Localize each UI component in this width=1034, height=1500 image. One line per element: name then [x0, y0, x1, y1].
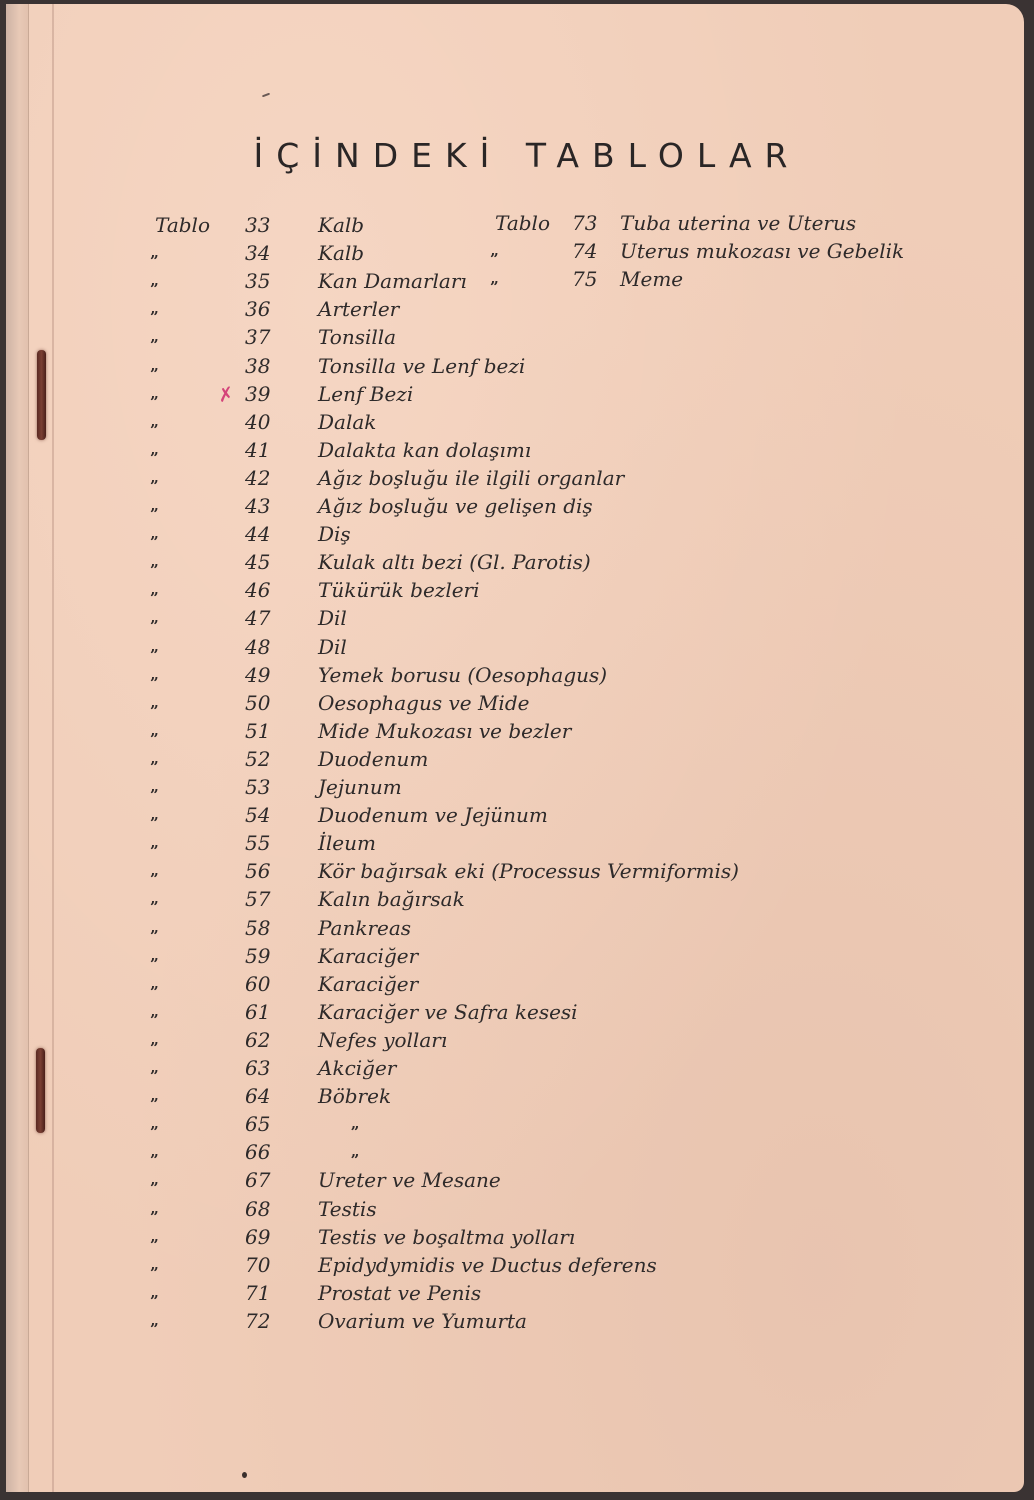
table-number: 49 — [245, 662, 271, 687]
table-row — [150, 972, 790, 1000]
table-number: 64 — [245, 1084, 271, 1109]
ditto-mark: ” — [150, 1179, 159, 1198]
table-title: Arterler — [318, 297, 400, 322]
ink-speck — [262, 93, 270, 98]
table-number: 74 — [572, 239, 598, 263]
ditto-mark: ” — [150, 673, 159, 692]
table-title: Lenf Bezi — [318, 381, 414, 406]
ditto-mark: ” — [150, 448, 159, 467]
table-title: Epidydymidis ve Ductus deferens — [318, 1252, 657, 1277]
table-number: 61 — [245, 999, 271, 1024]
ditto-mark: ” — [150, 926, 159, 945]
table-title: Nefes yolları — [318, 1027, 448, 1052]
table-number: 52 — [245, 746, 271, 771]
ditto-mark: ” — [150, 1095, 159, 1114]
table-row — [150, 831, 790, 859]
ditto-mark: ” — [150, 252, 159, 271]
table-row — [150, 916, 790, 944]
table-title: Dil — [318, 606, 347, 631]
table-number: 53 — [245, 775, 271, 799]
table-row — [150, 1168, 790, 1196]
table-number: 46 — [245, 578, 271, 603]
table-title: Ağız boşluğu ile ilgili organlar — [318, 465, 625, 490]
table-row — [150, 325, 790, 353]
table-title: Jejunum — [318, 775, 402, 799]
table-number: 44 — [245, 522, 271, 547]
table-title: Mide Mukozası ve bezler — [318, 718, 572, 743]
table-row — [150, 663, 790, 691]
table-row — [150, 1253, 790, 1281]
table-row — [150, 550, 790, 578]
table-number: 39 — [245, 381, 271, 406]
page-spine — [6, 4, 29, 1492]
table-row — [490, 267, 930, 295]
ditto-mark: ” — [150, 1263, 159, 1282]
ditto-mark: ” — [150, 645, 159, 664]
table-number: 59 — [245, 943, 271, 968]
table-title: Tonsilla ve Lenf bezi — [318, 353, 526, 378]
ditto-mark: ” — [150, 1291, 159, 1310]
table-number: 66 — [245, 1140, 271, 1165]
ditto-mark: ” — [150, 982, 159, 1001]
table-number: 68 — [245, 1196, 271, 1221]
ditto-mark: ” — [150, 308, 159, 327]
table-title: Böbrek — [318, 1084, 392, 1109]
table-title: Karaciğer ve Safra kesesi — [318, 999, 578, 1024]
ditto-mark: ” — [150, 786, 159, 804]
ditto-mark: ” — [150, 1123, 159, 1142]
table-row — [150, 1197, 790, 1225]
table-number: 67 — [245, 1168, 271, 1193]
ditto-mark: ” — [150, 617, 159, 636]
table-title: İleum — [318, 831, 376, 856]
table-row — [150, 719, 790, 747]
table-title: Ağız boşluğu ve gelişen diş — [318, 494, 593, 518]
table-number: 58 — [245, 915, 271, 940]
table-title: Tonsilla — [318, 325, 397, 350]
ditto-mark: ” — [150, 954, 159, 973]
table-number: 75 — [572, 267, 598, 291]
ditto-mark: ” — [490, 250, 499, 268]
table-list-right — [490, 211, 930, 301]
ditto-mark: ” — [150, 420, 159, 439]
ditto-mark: ” — [150, 533, 159, 552]
table-number: 35 — [245, 269, 271, 294]
ink-speck — [242, 1472, 247, 1478]
table-number: 56 — [245, 859, 271, 884]
table-row — [150, 382, 790, 410]
page-fold-line — [52, 4, 54, 1492]
table-number: 37 — [245, 325, 271, 350]
table-row — [150, 1000, 790, 1028]
table-number: 70 — [245, 1252, 271, 1277]
ditto-mark: ” — [150, 757, 159, 776]
table-number: 50 — [245, 690, 271, 715]
table-title: Uterus mukozası ve Gebelik — [620, 239, 905, 263]
table-title: ” — [350, 1123, 360, 1142]
table-row — [150, 859, 790, 887]
ditto-mark: ” — [150, 589, 159, 608]
table-title: Duodenum ve Jejünum — [318, 803, 548, 828]
staple-top — [37, 350, 46, 440]
ditto-mark: ” — [150, 814, 159, 833]
ditto-mark: ” — [150, 1067, 159, 1085]
table-number: 45 — [245, 550, 271, 575]
table-number: 71 — [245, 1280, 271, 1305]
ditto-mark: ” — [150, 870, 159, 889]
table-number: 60 — [245, 971, 271, 996]
table-title: Karaciğer — [318, 971, 419, 996]
table-title: Ovarium ve Yumurta — [318, 1308, 527, 1333]
table-number: 40 — [245, 409, 271, 434]
table-row — [150, 1309, 790, 1337]
table-number: 57 — [245, 887, 271, 912]
ditto-mark: ” — [150, 1151, 159, 1170]
table-title: Yemek borusu (Oesophagus) — [318, 662, 608, 687]
table-number: 42 — [245, 465, 271, 490]
table-row — [150, 803, 790, 831]
table-row — [150, 1225, 790, 1253]
table-number: 33 — [245, 213, 271, 237]
table-row — [150, 354, 790, 382]
table-number: 55 — [245, 831, 271, 856]
staple-bottom — [36, 1048, 45, 1133]
ditto-mark: ” — [150, 505, 159, 523]
table-title: Prostat ve Penis — [318, 1280, 482, 1305]
table-number: 41 — [245, 437, 271, 462]
table-number: 36 — [245, 297, 271, 322]
ditto-mark: ” — [150, 1038, 159, 1057]
table-number: 72 — [245, 1308, 271, 1333]
table-number: 34 — [245, 241, 271, 266]
table-title: Kan Damarları — [318, 269, 467, 294]
table-title: Diş — [318, 522, 351, 547]
table-title: Duodenum — [318, 746, 429, 771]
table-title: Pankreas — [318, 915, 412, 940]
ditto-mark: ” — [150, 729, 159, 748]
table-row — [150, 578, 790, 606]
ditto-mark: ” — [150, 842, 159, 861]
table-row — [150, 691, 790, 719]
ditto-mark: ” — [150, 1010, 159, 1029]
table-row — [490, 211, 930, 239]
table-title: Ureter ve Mesane — [318, 1168, 501, 1193]
tablo-label: Tablo — [155, 213, 210, 237]
table-title: Kalb — [318, 241, 365, 266]
table-row — [150, 747, 790, 775]
table-number: 54 — [245, 803, 271, 828]
table-title: Akciğer — [318, 1056, 397, 1080]
table-row — [150, 1140, 790, 1168]
table-row — [150, 1281, 790, 1309]
table-number: 47 — [245, 606, 271, 631]
ditto-mark: ” — [150, 1235, 159, 1254]
table-row — [150, 522, 790, 550]
table-row — [150, 1084, 790, 1112]
table-list-left — [150, 213, 790, 1343]
table-title: Dalakta kan dolaşımı — [318, 437, 532, 462]
table-row — [490, 239, 930, 267]
table-title: Kulak altı bezi (Gl. Parotis) — [318, 550, 591, 575]
table-title: Testis — [318, 1196, 377, 1221]
table-row — [150, 410, 790, 438]
table-row — [150, 1112, 790, 1140]
table-row — [150, 775, 790, 803]
table-row — [150, 438, 790, 466]
table-row — [150, 635, 790, 663]
table-number: 69 — [245, 1224, 271, 1249]
ditto-mark: ” — [150, 1319, 159, 1338]
table-number: 38 — [245, 353, 271, 378]
handwritten-x-mark: ✗ — [216, 382, 236, 408]
table-title: Kalın bağırsak — [318, 887, 465, 912]
table-title: Tuba uterina ve Uterus — [620, 211, 857, 235]
table-title: Oesophagus ve Mide — [318, 690, 530, 715]
table-title: Dalak — [318, 409, 377, 434]
ditto-mark: ” — [150, 561, 159, 580]
table-row — [150, 1028, 790, 1056]
ditto-mark: ” — [150, 701, 159, 720]
table-number: 62 — [245, 1027, 271, 1052]
page-title: İÇİNDEKİ TABLOLAR — [253, 136, 801, 175]
ditto-mark: ” — [150, 280, 159, 299]
table-title: ” — [350, 1151, 360, 1170]
table-title: Dil — [318, 634, 347, 659]
table-title: Karaciğer — [318, 943, 419, 968]
table-title: Kör bağırsak eki (Processus Vermiformis) — [318, 859, 739, 884]
table-row — [150, 1056, 790, 1084]
ditto-mark: ” — [150, 336, 159, 355]
table-number: 73 — [572, 211, 598, 235]
ditto-mark: ” — [150, 364, 159, 383]
table-row — [150, 606, 790, 634]
table-row — [150, 494, 790, 522]
table-number: 65 — [245, 1112, 271, 1137]
table-row — [150, 466, 790, 494]
table-number: 51 — [245, 718, 271, 743]
ditto-mark: ” — [150, 476, 159, 495]
table-number: 48 — [245, 634, 271, 659]
ditto-mark: ” — [150, 392, 159, 411]
table-number: 43 — [245, 494, 271, 518]
tablo-label: Tablo — [495, 211, 550, 235]
ditto-mark: ” — [150, 898, 159, 917]
table-row — [150, 887, 790, 915]
table-title: Testis ve boşaltma yolları — [318, 1224, 576, 1249]
table-title: Meme — [620, 267, 684, 291]
table-row — [150, 297, 790, 325]
table-title: Tükürük bezleri — [318, 578, 480, 603]
table-number: 63 — [245, 1056, 271, 1080]
ditto-mark: ” — [490, 278, 499, 296]
ditto-mark: ” — [150, 1207, 159, 1226]
table-title: Kalb — [318, 213, 365, 237]
table-row — [150, 944, 790, 972]
